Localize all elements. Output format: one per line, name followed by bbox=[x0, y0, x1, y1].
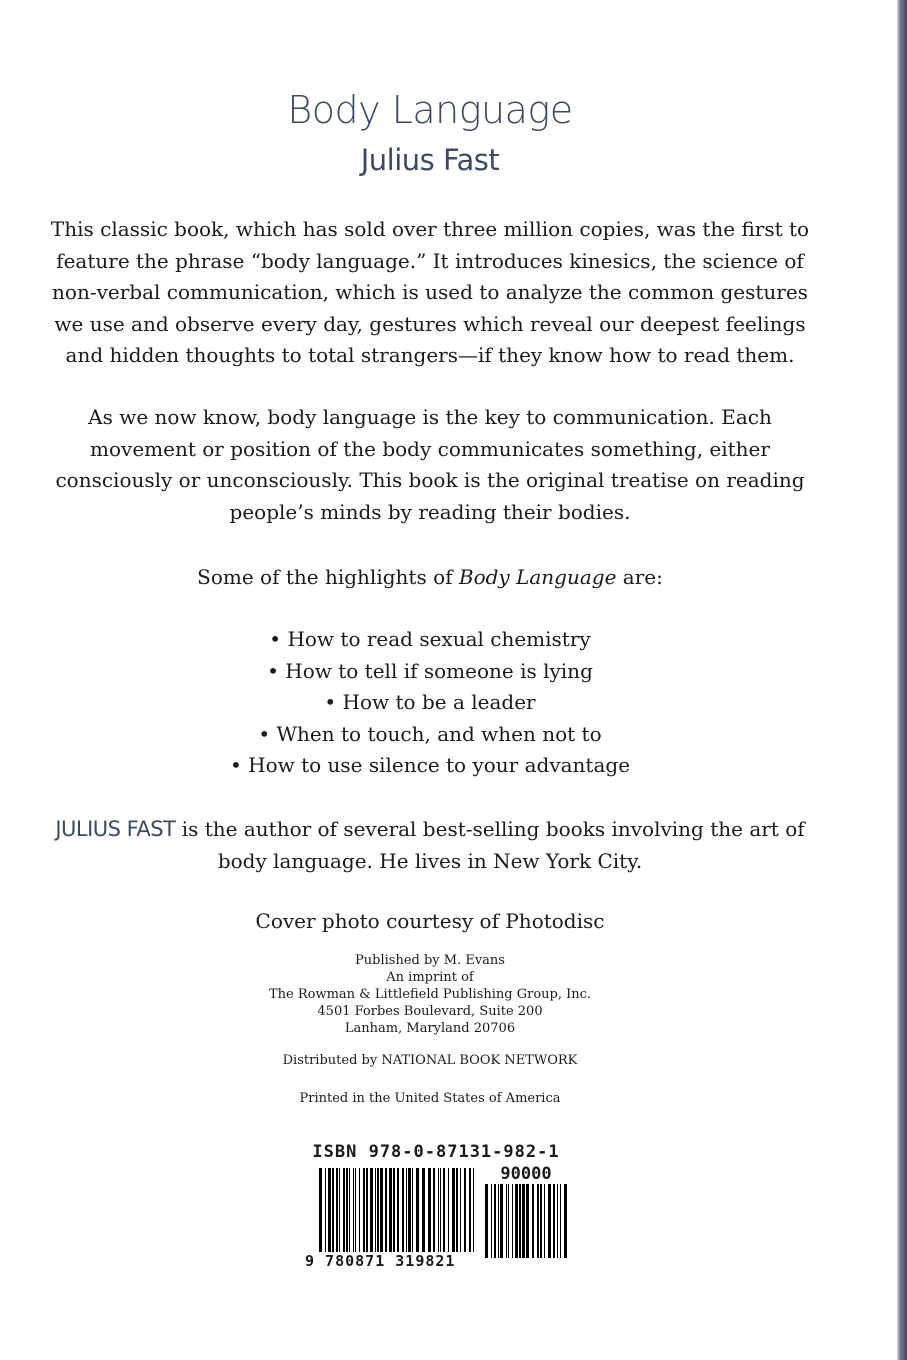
barcode-bar bbox=[506, 1184, 507, 1258]
barcode bbox=[305, 1142, 567, 1270]
barcode-bar bbox=[422, 1168, 425, 1252]
barcode-bar bbox=[393, 1168, 395, 1252]
barcode-bar bbox=[508, 1184, 509, 1258]
barcode-bar bbox=[428, 1168, 431, 1252]
barcode-bar bbox=[328, 1168, 331, 1252]
barcode-bar bbox=[440, 1168, 441, 1252]
barcode-bar bbox=[370, 1168, 373, 1252]
barcode-bar bbox=[375, 1168, 376, 1252]
highlight-item: • When to touch, and when not to bbox=[258, 721, 602, 746]
barcode-bar bbox=[522, 1184, 525, 1258]
barcode-bar bbox=[402, 1168, 404, 1252]
highlight-item: • How to use silence to your advantage bbox=[229, 753, 631, 777]
barcode-bars-main bbox=[319, 1168, 477, 1258]
barcode-bar bbox=[416, 1168, 419, 1252]
highlights-list bbox=[40, 624, 820, 782]
barcode-bar bbox=[385, 1168, 387, 1252]
highlight-item: • How to tell if someone is lying bbox=[267, 658, 593, 683]
barcode-bar bbox=[557, 1184, 558, 1258]
barcode-bar bbox=[355, 1168, 356, 1252]
barcode-bar bbox=[433, 1168, 435, 1252]
barcode-bar bbox=[464, 1168, 466, 1252]
barcode-bar bbox=[343, 1168, 345, 1252]
isbn-number: ISBN 978-0-87131-982-1 bbox=[312, 1142, 560, 1162]
highlight-item: • How to read sexual chemistry bbox=[269, 627, 591, 651]
highlights-intro-before: Some of the highlights of bbox=[197, 565, 459, 589]
book-title: Body Language bbox=[287, 88, 573, 132]
barcode-bar bbox=[363, 1168, 365, 1252]
spine-edge bbox=[897, 0, 907, 1360]
publisher-line: 4501 Forbes Boulevard, Suite 200 bbox=[317, 1004, 543, 1019]
barcode-bar bbox=[526, 1184, 529, 1258]
barcode-bar bbox=[456, 1168, 458, 1252]
book-author: Julius Fast bbox=[360, 143, 500, 177]
barcode-bar bbox=[380, 1168, 383, 1252]
publisher-line: The Rowman & Littlefield Publishing Group, Inc. bbox=[268, 987, 592, 1002]
about-author-name: JULIUS FAST bbox=[55, 817, 176, 841]
barcode-bar bbox=[389, 1168, 392, 1252]
publisher-line: Published by M. Evans bbox=[355, 953, 505, 968]
photo-credit: Cover photo courtesy of Photodisc bbox=[255, 909, 605, 933]
barcode-bar bbox=[452, 1168, 455, 1252]
barcode-bar bbox=[494, 1184, 496, 1258]
barcode-bar bbox=[325, 1168, 326, 1252]
barcode-bar bbox=[412, 1168, 413, 1252]
barcode-bar bbox=[560, 1184, 561, 1258]
barcode-bar bbox=[336, 1168, 338, 1252]
barcode-bar bbox=[366, 1168, 368, 1252]
barcode-bar bbox=[319, 1168, 322, 1252]
barcode-bar bbox=[397, 1168, 399, 1252]
barcode-bar bbox=[408, 1168, 411, 1252]
barcode-bar bbox=[473, 1168, 474, 1252]
ean-number: 9 780871 319821 bbox=[305, 1252, 456, 1270]
barcode-bar bbox=[406, 1168, 407, 1252]
printed-in: Printed in the United States of America bbox=[299, 1091, 561, 1106]
barcode-bar bbox=[339, 1168, 340, 1252]
barcode-bar bbox=[515, 1184, 518, 1258]
barcode-bar bbox=[332, 1168, 334, 1252]
barcode-bar bbox=[512, 1184, 513, 1258]
barcode-bars-addon bbox=[485, 1184, 567, 1258]
blurb-paragraph-1: This classic book, which has sold over three million copies, was the first to feature the phrase “body language.” It introduces kinesics, the science of non-verbal communication, which is used to analyze the common gestures we use and observe every day, gestures which reveal our deepest feelings and hidden thoughts to total strangers—if they know how to read them. bbox=[50, 217, 810, 367]
blurb-paragraph-2: As we now know, body language is the key to communication. Each movement or position of the body communicates something, either consciously or unconsciously. This book is the original treatise on reading people’s minds by reading their bodies. bbox=[55, 405, 805, 524]
barcode-bar bbox=[469, 1168, 471, 1252]
barcode-bar bbox=[519, 1184, 521, 1258]
barcode-bar bbox=[532, 1184, 534, 1258]
highlight-item: • How to be a leader bbox=[324, 690, 536, 714]
about-author bbox=[40, 814, 820, 877]
highlights-intro-title: Body Language bbox=[458, 565, 617, 589]
highlights-intro bbox=[40, 562, 820, 594]
barcode-bar bbox=[377, 1168, 379, 1252]
barcode-bar bbox=[553, 1184, 555, 1258]
price-addon-number: 90000 bbox=[500, 1164, 552, 1184]
barcode-bar bbox=[537, 1184, 539, 1258]
distributor: Distributed by NATIONAL BOOK NETWORK bbox=[282, 1053, 578, 1068]
barcode-bar bbox=[443, 1168, 445, 1252]
barcode-bar bbox=[540, 1184, 542, 1258]
barcode-bar bbox=[564, 1184, 567, 1258]
barcode-bar bbox=[460, 1168, 461, 1252]
barcode-bar bbox=[346, 1168, 348, 1252]
barcode-bar bbox=[485, 1184, 488, 1258]
publisher-line: An imprint of bbox=[386, 970, 474, 985]
barcode-bar bbox=[500, 1184, 503, 1258]
barcode-bar bbox=[498, 1184, 499, 1258]
barcode-bar bbox=[548, 1184, 551, 1258]
barcode-bar bbox=[359, 1168, 360, 1252]
publisher-line: Lanham, Maryland 20706 bbox=[344, 1021, 516, 1036]
barcode-bar bbox=[438, 1168, 439, 1252]
barcode-bar bbox=[448, 1168, 449, 1252]
barcode-bar bbox=[491, 1184, 492, 1258]
barcode-bar bbox=[353, 1168, 354, 1252]
about-author-text: is the author of several best-selling books involving the art of body language. He lives in New York City. bbox=[175, 817, 805, 873]
publisher-info bbox=[0, 952, 860, 1037]
barcode-bar bbox=[349, 1168, 350, 1252]
barcode-bar bbox=[544, 1184, 545, 1258]
highlights-intro-after: are: bbox=[616, 565, 663, 589]
